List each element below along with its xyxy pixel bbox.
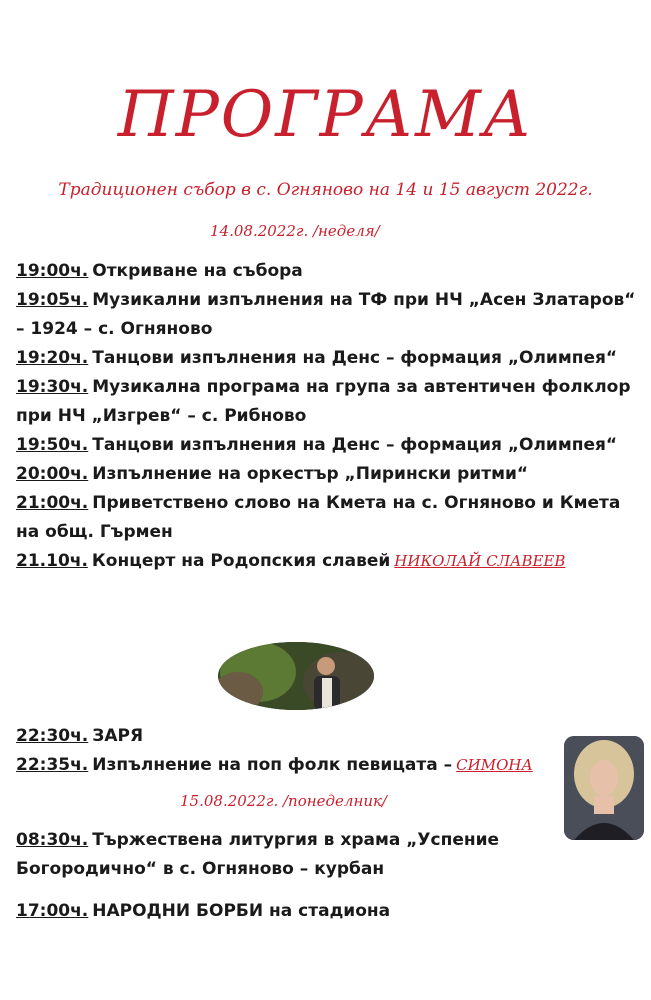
item-text: НАРОДНИ БОРБИ на стадиона — [92, 901, 391, 921]
item-text: ЗАРЯ — [92, 726, 144, 746]
item-time: 19:05ч. — [16, 290, 89, 310]
item-text: Танцови изпълнения на Денс – формация „Олимпея“ — [92, 435, 618, 455]
item-time: 21:00ч. — [16, 493, 89, 513]
item-text: Тържествена литургия в храма „Успение Богородично“ в с. Огняново – курбан — [16, 830, 500, 879]
day1-date: 14.08.2022г. /неделя/ — [210, 222, 380, 240]
item-time: 20:00ч. — [16, 464, 89, 484]
schedule-item — [16, 344, 636, 373]
schedule-item — [16, 460, 636, 489]
item-time: 19:20ч. — [16, 348, 89, 368]
day1-schedule — [16, 257, 636, 576]
day2-date: 15.08.2022г. /понеделник/ — [180, 792, 387, 810]
schedule-item — [16, 547, 636, 576]
performer-photo-image — [218, 642, 374, 710]
singer-photo — [564, 736, 644, 840]
performer-photo — [218, 642, 374, 710]
performer-name: СИМОНА — [456, 756, 533, 774]
schedule-item — [16, 897, 556, 926]
item-text: Откриване на събора — [92, 261, 303, 281]
item-time: 19:50ч. — [16, 435, 89, 455]
item-text: Изпълнение на поп фолк певицата – — [92, 755, 453, 775]
schedule-item — [16, 431, 636, 460]
schedule-item — [16, 286, 636, 344]
schedule-item — [16, 826, 556, 884]
item-time: 21.10ч. — [16, 551, 88, 571]
item-text: Танцови изпълнения на Денс – формация „Олимпея“ — [92, 348, 618, 368]
schedule-item — [16, 373, 636, 431]
performer-name: НИКОЛАЙ СЛАВЕЕВ — [394, 552, 566, 570]
item-text: Изпълнение на оркестър „Пирински ритми“ — [92, 464, 529, 484]
item-time: 19:30ч. — [16, 377, 89, 397]
item-text: Концерт на Родопския славей — [91, 551, 391, 571]
schedule-item — [16, 489, 636, 547]
day2-schedule — [16, 826, 556, 884]
event-subtitle: Традиционен събор в с. Огняново на 14 и 15 август 2022г. — [58, 180, 593, 200]
schedule-item — [16, 751, 556, 780]
day2-schedule-final — [16, 897, 556, 926]
singer-photo-image — [564, 736, 644, 840]
page-title: ПРОГРАМА — [117, 78, 534, 152]
item-text: Музикална програма на група за автентичен фолклор при НЧ „Изгрев“ – с. Рибново — [16, 377, 631, 426]
item-text: Приветствено слово на Кмета на с. Огняново и Кмета на общ. Гърмен — [16, 493, 621, 542]
item-time: 08:30ч. — [16, 830, 89, 850]
item-time: 17:00ч. — [16, 901, 89, 921]
item-time: 22:35ч. — [16, 755, 89, 775]
late-schedule — [16, 722, 556, 780]
item-time: 19:00ч. — [16, 261, 89, 281]
item-text: Музикални изпълнения на ТФ при НЧ „Асен Златаров“ – 1924 – с. Огняново — [16, 290, 636, 339]
schedule-item — [16, 722, 556, 751]
item-time: 22:30ч. — [16, 726, 89, 746]
schedule-item — [16, 257, 636, 286]
